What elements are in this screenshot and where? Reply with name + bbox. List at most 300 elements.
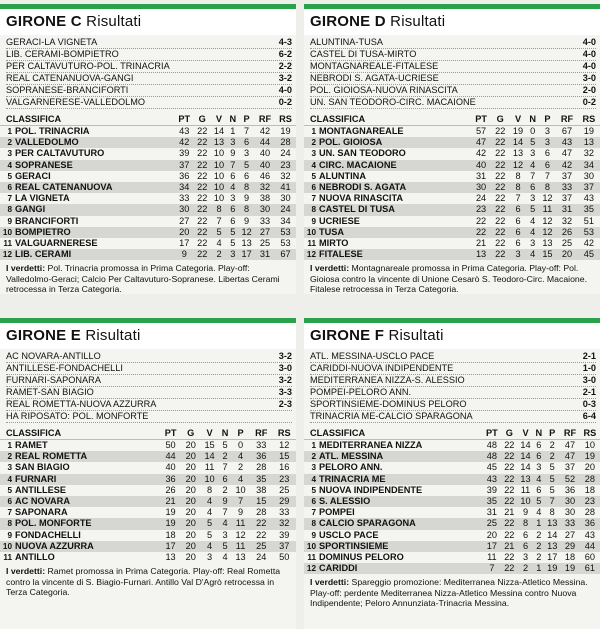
- stat-p: 17: [238, 249, 255, 260]
- match-name: RAMET-SAN BIAGIO: [6, 387, 94, 397]
- stat-pt: 37: [175, 160, 194, 171]
- stat-n: 7: [530, 170, 536, 181]
- stat-rs: 20: [584, 462, 595, 473]
- match-score: 2-0: [582, 85, 596, 95]
- stat-pt: 40: [165, 462, 176, 473]
- col-header-pt: PT: [160, 427, 182, 440]
- team-position: 9: [7, 530, 12, 540]
- stat-g: 20: [185, 529, 196, 540]
- stat-rf: 38: [256, 484, 267, 495]
- team-name: PER CALTAVUTURO: [15, 148, 105, 159]
- stat-pt: 44: [160, 451, 182, 462]
- girone-name: GIRONE C: [6, 13, 82, 30]
- stat-rf: 38: [259, 193, 271, 204]
- team-position: 9: [311, 530, 316, 540]
- stat-rs: 61: [580, 563, 600, 574]
- stat-rf: 15: [250, 496, 273, 507]
- stat-p: 13: [544, 541, 560, 552]
- col-header-rs: RS: [580, 427, 600, 440]
- team-name: SAPONARA: [15, 507, 68, 518]
- stat-p: 6: [238, 137, 255, 148]
- col-header-pt: PT: [471, 113, 491, 126]
- standings-row: [304, 171, 600, 182]
- team-name: POL. TRINACRIA: [15, 126, 90, 136]
- col-header-classifica: CLASSIFICA: [0, 427, 160, 440]
- team-position: 4: [0, 160, 15, 171]
- team-name: NUOVA RINASCITA: [319, 193, 404, 204]
- standings-header-row: [0, 113, 296, 126]
- stat-v: 4: [206, 507, 213, 518]
- standings-row: [304, 126, 600, 138]
- standings-header-row: [0, 427, 296, 440]
- team-name: ALUNTINA: [319, 170, 366, 181]
- stat-pt: 21: [475, 238, 487, 249]
- stat-pt: 19: [165, 507, 176, 518]
- team-position: 1: [7, 127, 12, 136]
- stat-pt: 30: [175, 204, 194, 215]
- stat-pt: 36: [160, 474, 182, 485]
- team-name: AC NOVARA: [15, 496, 160, 507]
- stat-g: 22: [197, 148, 208, 159]
- stat-p: 2: [549, 440, 555, 450]
- result-row: [310, 375, 596, 387]
- col-header-v: V: [200, 427, 219, 440]
- stat-pt: 22: [475, 215, 487, 226]
- stat-p: 7: [544, 496, 560, 507]
- stat-n: 3: [536, 462, 542, 473]
- stat-n: 2: [222, 484, 228, 495]
- stat-rf: 46: [259, 170, 271, 181]
- team-position: 3: [7, 149, 12, 159]
- stat-v: 6: [509, 227, 527, 238]
- stat-g: 22: [495, 126, 506, 136]
- team-position: 7: [7, 194, 12, 204]
- stat-rf: 25: [259, 238, 271, 249]
- stat-rs: 19: [580, 451, 600, 462]
- stat-n: 3: [222, 529, 228, 540]
- standings-row: [0, 541, 296, 552]
- team-name: MEDITERRANEA NIZZA: [319, 440, 423, 450]
- results-label: Risultati: [85, 327, 141, 344]
- match-score: 3-0: [278, 363, 292, 373]
- stat-rs: 25: [279, 484, 290, 495]
- stat-v: 14: [213, 126, 225, 136]
- stat-rf: 28: [256, 462, 267, 473]
- results-label: Risultati: [86, 13, 142, 30]
- match-score: 3-0: [582, 375, 596, 385]
- match-score: 3-2: [278, 375, 292, 385]
- col-header-n: N: [535, 428, 543, 438]
- stat-n: 5: [527, 137, 539, 148]
- team-position: 9: [311, 216, 316, 226]
- verdict-label: I verdetti:: [310, 577, 350, 588]
- stat-n: 6: [536, 440, 542, 450]
- results-list: [0, 349, 296, 423]
- match-name: POL. GIOIOSA-NUOVA RINASCITA: [310, 85, 458, 95]
- stat-g: 22: [501, 518, 517, 529]
- stat-n: 6: [219, 474, 231, 485]
- stat-rf: 30: [255, 204, 275, 215]
- stat-n: 9: [219, 496, 231, 507]
- result-row: [310, 49, 596, 61]
- stat-p: 5: [544, 474, 560, 485]
- match-score: [288, 411, 292, 422]
- stat-n: 5: [222, 440, 228, 450]
- standings-table: [304, 427, 600, 574]
- stat-v: 3: [206, 552, 213, 563]
- team-name: NUOVA AZZURRA: [15, 541, 160, 552]
- stat-p: 5: [549, 484, 555, 495]
- stat-v: 2: [211, 249, 228, 260]
- stat-g: 22: [197, 193, 208, 204]
- match-score: 0-3: [582, 399, 596, 409]
- standings-row: [0, 216, 296, 227]
- stat-n: 2: [219, 451, 231, 462]
- team-position: 2: [0, 451, 15, 462]
- stat-p: 12: [235, 529, 246, 540]
- standings-row: [0, 126, 296, 138]
- stat-rs: 34: [280, 215, 291, 226]
- stat-rf: 47: [561, 148, 573, 159]
- standings-row: [304, 238, 600, 249]
- stat-v: 6: [509, 204, 527, 215]
- standings-row: [304, 462, 600, 473]
- stat-g: 20: [185, 484, 196, 495]
- stat-rs: 51: [583, 215, 594, 226]
- stat-rs: 53: [578, 227, 600, 238]
- stat-rs: 43: [583, 193, 594, 204]
- stat-v: 9: [522, 507, 529, 518]
- col-header-rf: RF: [255, 113, 275, 126]
- stat-p: 9: [244, 215, 250, 226]
- stat-p: 8: [539, 182, 557, 193]
- stat-pt: 47: [471, 137, 491, 148]
- stat-g: 20: [185, 552, 196, 563]
- stat-rf: 22: [256, 529, 267, 540]
- team-position: 11: [3, 239, 12, 249]
- stat-rf: 25: [561, 238, 573, 249]
- stat-v: 5: [211, 227, 228, 238]
- team-name: BRANCIFORTI: [15, 215, 79, 226]
- standings-row: [0, 148, 296, 159]
- stat-n: 3: [227, 249, 238, 260]
- standings-row: [0, 474, 296, 485]
- col-header-g: G: [181, 427, 200, 440]
- stat-rs: 13: [578, 137, 600, 148]
- match-name: SOPRANESE-BRANCIFORTI: [6, 85, 129, 95]
- stat-n: 7: [222, 507, 228, 518]
- stat-rs: 12: [279, 440, 290, 450]
- team-name: SPORTINSIEME: [319, 541, 483, 552]
- verdict-label: I verdetti:: [6, 263, 46, 274]
- standings-row: [0, 451, 296, 462]
- result-row: [6, 85, 292, 97]
- match-score: 2-2: [278, 61, 292, 71]
- stat-rs: 39: [279, 529, 290, 540]
- stat-rs: 41: [275, 182, 296, 193]
- stat-pt: 31: [486, 507, 498, 518]
- stat-n: 4: [527, 249, 539, 260]
- stat-v: 10: [213, 170, 225, 181]
- stat-rf: 42: [259, 126, 271, 136]
- col-header-n: N: [227, 113, 238, 126]
- match-name: TRINACRIA ME-CALCIO SPARAGONA: [310, 411, 473, 421]
- match-score: 4-0: [278, 85, 292, 95]
- stat-rf: 67: [561, 126, 573, 136]
- stat-rs: 32: [583, 148, 594, 159]
- team-position: 11: [3, 553, 12, 563]
- match-name: AC NOVARA-ANTILLO: [6, 351, 101, 361]
- team-position: 12: [304, 563, 319, 574]
- stat-rf: 33: [556, 182, 577, 193]
- stat-p: 17: [547, 552, 558, 563]
- stat-p: 5: [549, 462, 555, 473]
- team-name: CASTEL DI TUSA: [319, 204, 471, 215]
- stat-rf: 40: [259, 148, 271, 159]
- stat-n: 4: [222, 552, 228, 563]
- stat-n: 1: [534, 518, 545, 529]
- stat-pt: 36: [179, 170, 190, 181]
- stat-n: 2: [536, 529, 542, 540]
- stat-rs: 29: [272, 496, 296, 507]
- stat-g: 20: [185, 507, 196, 518]
- girone-name: GIRONE F: [310, 327, 385, 344]
- stat-rf: 33: [256, 440, 267, 450]
- stat-rf: 37: [561, 170, 573, 181]
- section-header: [304, 318, 600, 349]
- stat-v: 12: [509, 160, 527, 171]
- stat-n: 6: [230, 215, 236, 226]
- team-position: 9: [7, 216, 12, 226]
- team-position: 2: [304, 451, 319, 462]
- stat-g: 22: [501, 474, 517, 485]
- standings-table: [0, 113, 296, 260]
- stat-rf: 28: [256, 507, 267, 518]
- stat-g: 21: [504, 507, 515, 518]
- stat-p: 12: [542, 215, 553, 226]
- stat-rf: 47: [564, 440, 576, 450]
- team-name: PELORO ANN.: [319, 462, 383, 473]
- stat-g: 22: [491, 160, 509, 171]
- stat-g: 22: [194, 204, 211, 215]
- stat-n: 5: [527, 204, 539, 215]
- girone-name: GIRONE E: [6, 327, 81, 344]
- results-label: Risultati: [388, 327, 444, 344]
- stat-p: 13: [241, 238, 252, 249]
- stat-g: 22: [495, 215, 506, 226]
- stat-p: 7: [544, 170, 550, 181]
- team-name: DOMINUS PELORO: [319, 552, 404, 563]
- stat-v: 14: [520, 462, 531, 473]
- match-name: SPORTINSIEME-DOMINUS PELORO: [310, 399, 467, 409]
- result-row: [6, 61, 292, 73]
- standings-row: [304, 563, 600, 574]
- stat-p: 8: [549, 507, 555, 518]
- team-position: 8: [0, 518, 15, 529]
- stat-n: 5: [219, 541, 231, 552]
- stat-pt: 21: [160, 496, 182, 507]
- match-name: CASTEL DI TUSA-MIRTO: [310, 49, 417, 59]
- team-position: 8: [304, 518, 319, 529]
- col-header-classifica: CLASSIFICA: [0, 113, 175, 126]
- result-row: [310, 411, 596, 423]
- col-header-g: G: [491, 113, 509, 126]
- stat-g: 22: [504, 462, 515, 473]
- col-header-n: N: [527, 113, 539, 126]
- col-header-classifica: CLASSIFICA: [304, 113, 471, 126]
- stat-pt: 31: [475, 170, 487, 181]
- team-position: 5: [7, 171, 12, 181]
- stat-p: 15: [539, 249, 557, 260]
- stat-p: 12: [542, 193, 553, 204]
- stat-rf: 47: [560, 451, 579, 462]
- stat-g: 20: [181, 518, 200, 529]
- stat-rf: 30: [564, 507, 576, 518]
- result-row: [310, 37, 596, 49]
- match-score: 2-3: [278, 399, 292, 409]
- stat-g: 22: [194, 160, 211, 171]
- match-name: FURNARI-SAPONARA: [6, 375, 101, 385]
- col-header-p: P: [544, 427, 560, 440]
- stat-v: 15: [204, 440, 215, 450]
- match-score: 1-0: [582, 363, 596, 373]
- stat-rf: 33: [560, 518, 579, 529]
- standings-row: [304, 485, 600, 496]
- stat-pt: 24: [475, 193, 487, 204]
- match-score: 2-1: [582, 351, 596, 361]
- team-position: 6: [304, 182, 319, 193]
- stat-pt: 39: [486, 484, 498, 495]
- standings-table: [304, 113, 600, 260]
- stat-pt: 50: [165, 440, 176, 450]
- stat-pt: 33: [179, 193, 190, 204]
- stat-n: 4: [527, 160, 539, 171]
- stat-pt: 25: [483, 518, 502, 529]
- col-header-g: G: [501, 427, 517, 440]
- stat-p: 3: [244, 148, 250, 159]
- stat-rs: 30: [583, 170, 594, 181]
- result-row: [310, 363, 596, 375]
- stat-v: 10: [200, 474, 219, 485]
- stat-g: 22: [501, 563, 517, 574]
- stat-n: 6: [230, 170, 236, 181]
- stat-n: 7: [227, 160, 238, 171]
- stat-pt: 20: [486, 529, 498, 540]
- stat-v: 13: [211, 137, 228, 148]
- match-name: HA RIPOSATO: POL. MONFORTE: [6, 411, 149, 421]
- stat-rf: 43: [556, 137, 577, 148]
- team-name: SAN BIAGIO: [15, 462, 70, 473]
- verdict-label: I verdetti:: [310, 263, 350, 274]
- result-row: [310, 399, 596, 411]
- stat-v: 6: [522, 529, 529, 540]
- stat-rs: 16: [279, 462, 290, 473]
- team-name: VALGUARNERESE: [15, 238, 98, 249]
- stat-p: 3: [544, 126, 550, 136]
- stat-p: 11: [231, 518, 250, 529]
- stat-rs: 37: [578, 182, 600, 193]
- team-position: 12: [0, 249, 15, 260]
- stat-n: 5: [534, 496, 545, 507]
- stat-v: 14: [509, 137, 527, 148]
- stat-g: 20: [185, 462, 196, 473]
- stat-p: 0: [237, 440, 244, 450]
- team-name: FURNARI: [15, 474, 160, 485]
- col-header-p: P: [231, 427, 250, 440]
- stat-g: 22: [197, 126, 208, 136]
- team-position: 8: [0, 204, 15, 215]
- team-position: 6: [0, 496, 15, 507]
- team-name: GERACI: [15, 170, 51, 181]
- verdict-text: [304, 260, 600, 294]
- verdict-body: Ramet promossa in Prima Categoria. Play-off: Real Rometta contro la vincente di S. Biagio-Furnari. Antillo Val D'Agrò retrocessa in Terza Categoria.: [6, 566, 281, 598]
- stat-rf: 26: [556, 227, 577, 238]
- stat-v: 7: [515, 193, 521, 204]
- stat-v: 4: [216, 238, 222, 249]
- stat-p: 7: [244, 126, 250, 136]
- result-row: [6, 399, 292, 411]
- team-name: S. ALESSIO: [319, 496, 483, 507]
- stat-rf: 36: [564, 484, 576, 495]
- stat-pt: 18: [165, 529, 176, 540]
- stat-n: 2: [536, 552, 542, 563]
- stat-pt: 45: [486, 462, 498, 473]
- stat-rs: 33: [279, 507, 290, 518]
- team-position: 2: [304, 137, 319, 148]
- stat-v: 4: [200, 541, 219, 552]
- standings-row: [304, 160, 600, 171]
- stat-pt: 11: [487, 552, 497, 563]
- stat-v: 10: [213, 148, 225, 159]
- col-header-pt: PT: [175, 113, 194, 126]
- stat-n: 3: [227, 137, 238, 148]
- stat-v: 2: [517, 563, 533, 574]
- stat-pt: 48: [483, 451, 502, 462]
- team-name: REAL ROMETTA: [15, 451, 160, 462]
- stat-p: 9: [244, 193, 250, 204]
- stat-n: 4: [219, 518, 231, 529]
- result-row: [310, 73, 596, 85]
- standings-row: [0, 204, 296, 215]
- stat-p: 13: [542, 238, 553, 249]
- verdict-text: [0, 260, 296, 294]
- stat-rs: 28: [275, 137, 296, 148]
- stat-g: 22: [194, 249, 211, 260]
- stat-v: 11: [204, 462, 215, 473]
- girone-name: GIRONE D: [310, 13, 386, 30]
- match-name: ANTILLESE-FONDACHELLI: [6, 363, 123, 373]
- team-position: 8: [304, 204, 319, 215]
- stat-p: 6: [544, 148, 550, 159]
- col-header-rf: RF: [556, 113, 577, 126]
- standings-row: [0, 227, 296, 238]
- stat-v: 14: [200, 451, 219, 462]
- stat-rf: 25: [250, 541, 273, 552]
- team-position: 4: [304, 474, 319, 485]
- col-header-rf: RF: [560, 427, 579, 440]
- standings-row: [304, 249, 600, 260]
- stat-rf: 44: [255, 137, 275, 148]
- stat-rf: 52: [560, 474, 579, 485]
- section-title: [6, 13, 141, 30]
- stat-n: 1: [230, 126, 236, 136]
- stat-v: 3: [522, 552, 529, 563]
- match-score: 4-0: [582, 49, 596, 59]
- section-header: [0, 318, 296, 349]
- stat-g: 22: [194, 227, 211, 238]
- team-name: ATL. MESSINA: [319, 451, 483, 462]
- stat-rs: 43: [584, 529, 595, 540]
